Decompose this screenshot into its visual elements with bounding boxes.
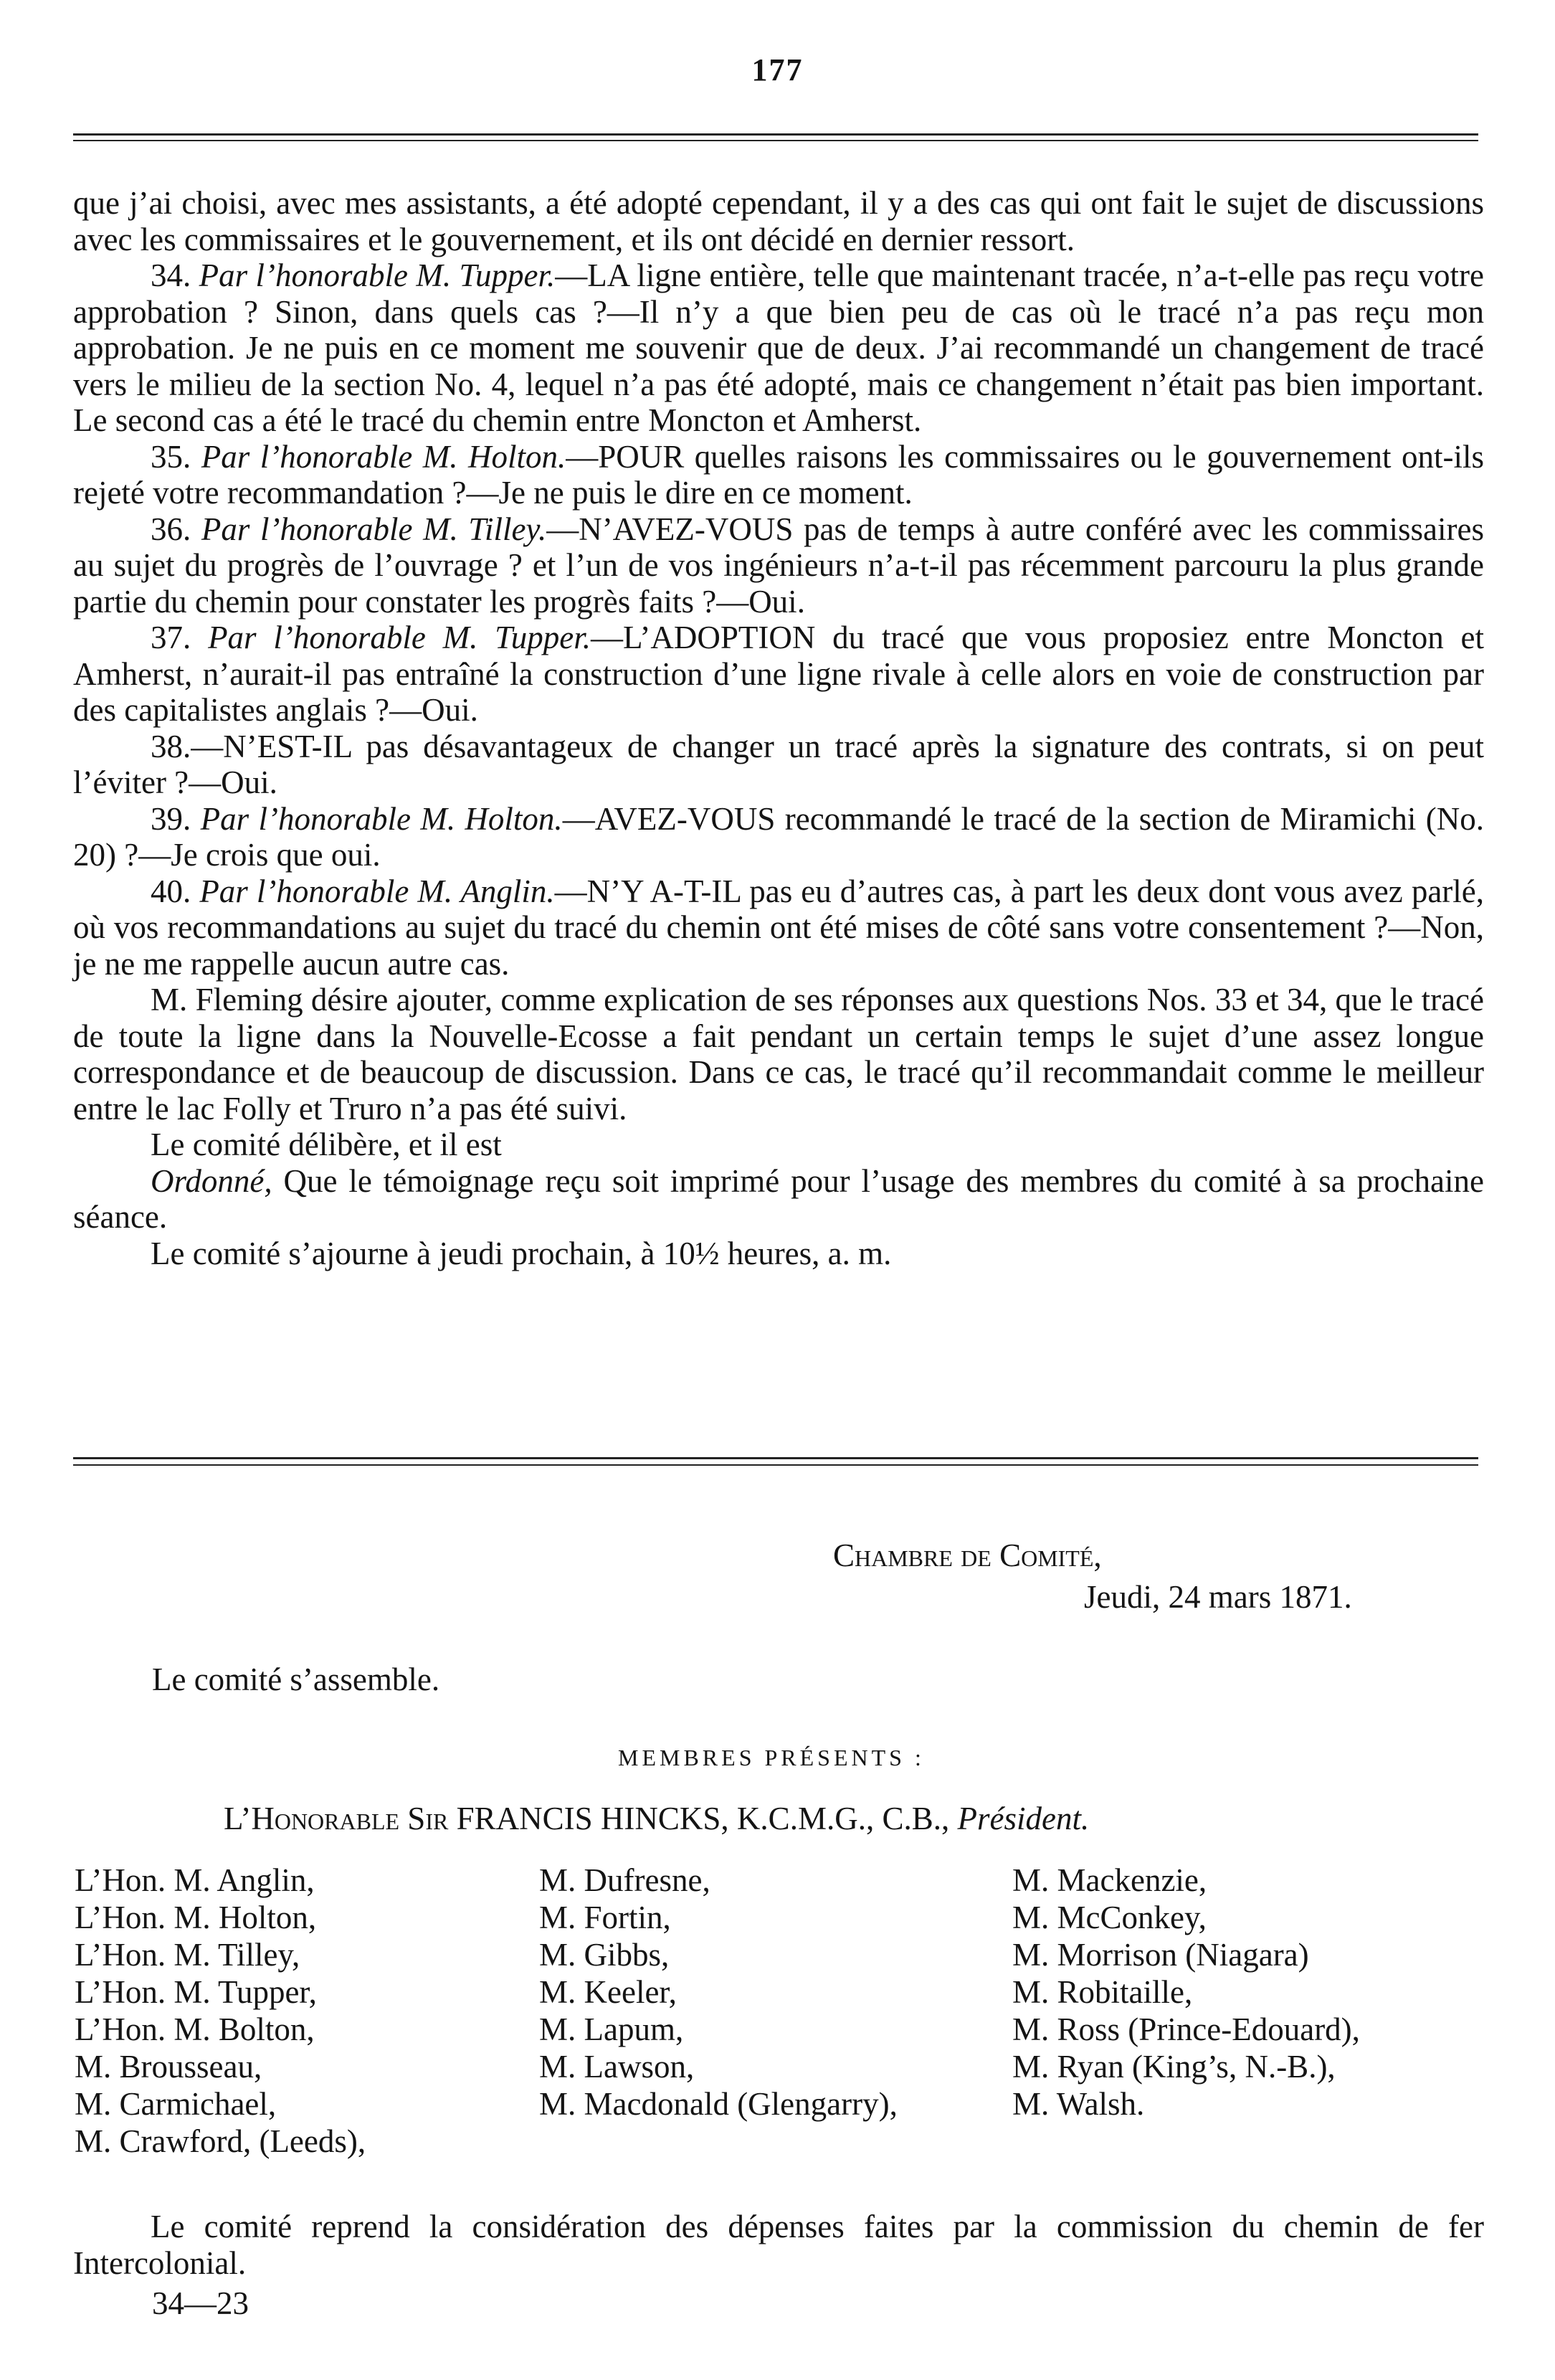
committee-assembles: Le comité s’assemble.	[152, 1661, 440, 1697]
adjournment: Le comité s’ajourne à jeudi prochain, à 10½ heures, a. m.	[151, 1235, 892, 1271]
member: M. Fortin,	[539, 1900, 671, 1935]
member: M. Keeler,	[539, 1974, 677, 2010]
president-line: L’Honorable Sir FRANCIS HINCKS, K.C.M.G., C.B., Président.	[224, 1801, 1090, 1836]
signature-mark: 34—23	[152, 2285, 249, 2321]
member: L’Hon. M. Holton,	[75, 1900, 317, 1935]
speaker: Par l’honorable M. Tupper.	[208, 620, 591, 655]
member: M. McConkey,	[1012, 1900, 1207, 1935]
section-rule-top	[73, 1457, 1478, 1459]
member: L’Hon. M. Tupper,	[75, 1974, 317, 2010]
member: L’Hon. M. Anglin,	[75, 1862, 315, 1898]
members-column-3	[1012, 1862, 1360, 2123]
member: L’Hon. M. Tilley,	[75, 1937, 300, 1973]
speaker: Par l’honorable M. Tilley.	[201, 511, 547, 547]
speaker: Par l’honorable M. Holton.	[201, 438, 566, 475]
meeting-date: Jeudi, 24 mars 1871.	[1084, 1579, 1352, 1615]
member: M. Lawson,	[539, 2049, 695, 2085]
member: M. Robitaille,	[1012, 1974, 1193, 2010]
member: M. Carmichael,	[75, 2086, 277, 2122]
header-rule-bottom	[73, 140, 1478, 141]
member: M. Mackenzie,	[1012, 1862, 1207, 1898]
fleming-explanation: M. Fleming désire ajouter, comme explication de ses réponses aux questions Nos. 33 et 34, que le tracé de toute la ligne dans la Nouvelle-Ecosse a fait pendant un certain temps le sujet d’une assez longue correspondance et de beaucoup de discussion. Dans ce cas, le tracé qu’il recommandait comme le meilleur entre le lac Folly et Truro n’a pas été suivi.	[73, 982, 1484, 1127]
speaker: Par l’honorable M. Holton.	[200, 800, 563, 837]
members-column-2	[539, 1862, 898, 2123]
members-column-1	[75, 1862, 366, 2160]
speaker: Par l’honorable M. Tupper.	[199, 257, 556, 293]
members-heading: MEMBRES PRÉSENTS :	[618, 1745, 925, 1770]
member: M. Dufresne,	[539, 1862, 710, 1898]
speaker: Par l’honorable M. Anglin.	[199, 873, 555, 909]
question-38: 38.—N’EST-IL pas désavantageux de changer un tracé après la signature des contrats, si on peut l’éviter ?—Oui.	[73, 728, 1484, 800]
resumption-text	[73, 2209, 1484, 2281]
member: M. Lapum,	[539, 2011, 684, 2047]
committee-deliberates: Le comité délibère, et il est	[151, 1127, 502, 1162]
member: M. Ross (Prince-Edouard),	[1012, 2011, 1360, 2047]
question-36: 36. Par l’honorable M. Tilley.—N’AVEZ-VOUS pas de temps à autre conféré avec les commissaires au sujet du progrès de l’ouvrage ? et l’un de vos ingénieurs n’a-t-il pas récemment parcouru la plus grande partie du chemin pour constater les progrès faits ?—Oui.	[73, 511, 1485, 620]
question-35: 35. Par l’honorable M. Holton.—POUR quelles raisons les commissaires ou le gouvernement ont-ils rejeté votre recommandation ?—Je ne puis le dire en ce moment.	[73, 438, 1484, 511]
section-rule-bottom	[73, 1464, 1478, 1466]
member: L’Hon. M. Bolton,	[75, 2011, 315, 2047]
member: M. Macdonald (Glengarry),	[539, 2086, 898, 2122]
committee-resumes: Le comité reprend la considération des dépenses faites par la commission du chemin de fer Intercolonial.	[73, 2209, 1484, 2281]
meeting-place: Chambre de Comité,	[833, 1537, 1102, 1573]
testimony-text	[73, 185, 1484, 1271]
member: M. Ryan (King’s, N.-B.),	[1012, 2049, 1336, 2085]
ordonne-label: Ordonné,	[151, 1162, 272, 1199]
member: M. Brousseau,	[75, 2049, 262, 2085]
order-paragraph: Ordonné, Que le témoignage reçu soit imprimé pour l’usage des membres du comité à sa prochaine séance.	[73, 1162, 1484, 1235]
question-40: 40. Par l’honorable M. Anglin.—N’Y A-T-IL pas eu d’autres cas, à part les deux dont vous avez parlé, où vos recommandations au sujet du tracé du chemin ont été mises de côté sans votre consentement ?—Non, je ne me rappelle aucun autre cas.	[73, 873, 1485, 982]
page-number: 177	[751, 52, 804, 87]
question-34: 34. Par l’honorable M. Tupper.—LA ligne entière, telle que maintenant tracée, n’a-t-elle pas reçu votre approbation ? Sinon, dans quels cas ?—Il n’y a que bien peu de cas où le tracé n’a pas reçu mon approbation. Je ne puis en ce moment me souvenir que de deux. J’ai recommandé un changement de tracé vers le milieu de la section No. 4, lequel n’a pas été adopté, mais ce changement n’était pas bien important. Le second cas a été le tracé du chemin entre Moncton et Amherst.	[73, 257, 1485, 438]
member: M. Morrison (Niagara)	[1012, 1937, 1309, 1973]
member: M. Crawford, (Leeds),	[75, 2123, 366, 2159]
header-rule-top	[73, 133, 1478, 136]
paragraph-continuation: que j’ai choisi, avec mes assistants, a été adopté cependant, il y a des cas qui ont fait le sujet de discussions avec les commissaires et le gouvernement, et ils ont décidé en dernier ressort.	[73, 185, 1484, 257]
question-37: 37. Par l’honorable M. Tupper.—L’ADOPTION du tracé que vous proposiez entre Moncton et Amherst, n’aurait-il pas entraîné la construction d’une ligne rivale à celle alors en voie de construction par des capitalistes anglais ?—Oui.	[73, 620, 1484, 728]
member: M. Walsh.	[1012, 2086, 1145, 2122]
member: M. Gibbs,	[539, 1937, 670, 1973]
question-39: 39. Par l’honorable M. Holton.—AVEZ-VOUS recommandé le tracé de la section de Miramichi (No. 20) ?—Je crois que oui.	[73, 800, 1485, 873]
